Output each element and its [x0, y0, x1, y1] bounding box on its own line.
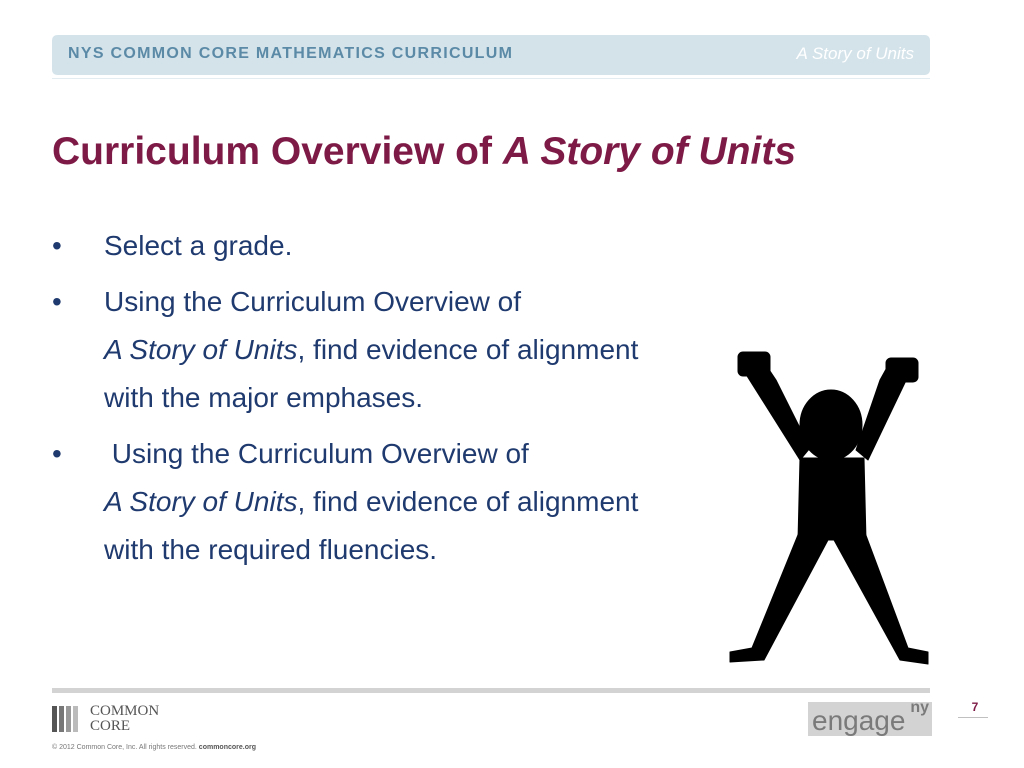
header-bar	[52, 35, 930, 75]
series-label: A Story of Units	[796, 44, 914, 63]
bullet-item	[52, 430, 672, 574]
curriculum-label: NYS COMMON CORE MATHEMATICS CURRICULUM	[68, 45, 514, 62]
title-italic: A Story of Units	[502, 130, 797, 173]
common-core-bars-icon	[52, 704, 84, 732]
bullet-rest: , find evidence of alignment with the major emphases.	[104, 334, 639, 413]
logo-text-core: CORE	[90, 718, 131, 734]
copyright-notice: © 2012 Common Core, Inc. All rights reserved.	[52, 744, 197, 751]
bullet-italic: A Story of Units	[104, 486, 298, 517]
page-number-underline	[958, 717, 988, 718]
engageny-logo	[808, 699, 932, 736]
bullet-rest: , find evidence of alignment with the required fluencies.	[104, 486, 639, 565]
common-core-logo	[52, 704, 182, 738]
bullet-glyph: •	[52, 438, 62, 469]
engage-word: engage	[812, 705, 906, 736]
title-prefix: Curriculum Overview of	[52, 130, 503, 173]
logo-text-common: COMMON	[90, 703, 160, 719]
bullet-item	[52, 222, 672, 270]
bullet-list	[52, 222, 672, 582]
slide-title	[52, 130, 796, 174]
page-number: 7	[971, 700, 979, 714]
bullet-italic: A Story of Units	[104, 334, 298, 365]
copyright-text	[52, 744, 256, 751]
bullet-glyph: •	[52, 286, 62, 317]
bullet-text: Using the Curriculum Overview of	[104, 438, 529, 469]
person-arms-raised-icon	[728, 350, 930, 666]
copyright-link[interactable]: commoncore.org	[198, 744, 256, 751]
bullet-text: Using the Curriculum Overview of	[104, 286, 522, 317]
footer-divider	[52, 688, 930, 693]
engage-superscript: ny	[910, 699, 929, 716]
bullet-text: Select a grade.	[104, 230, 293, 261]
header-divider	[52, 78, 930, 79]
bullet-glyph: •	[52, 230, 62, 261]
bullet-item	[52, 278, 672, 422]
